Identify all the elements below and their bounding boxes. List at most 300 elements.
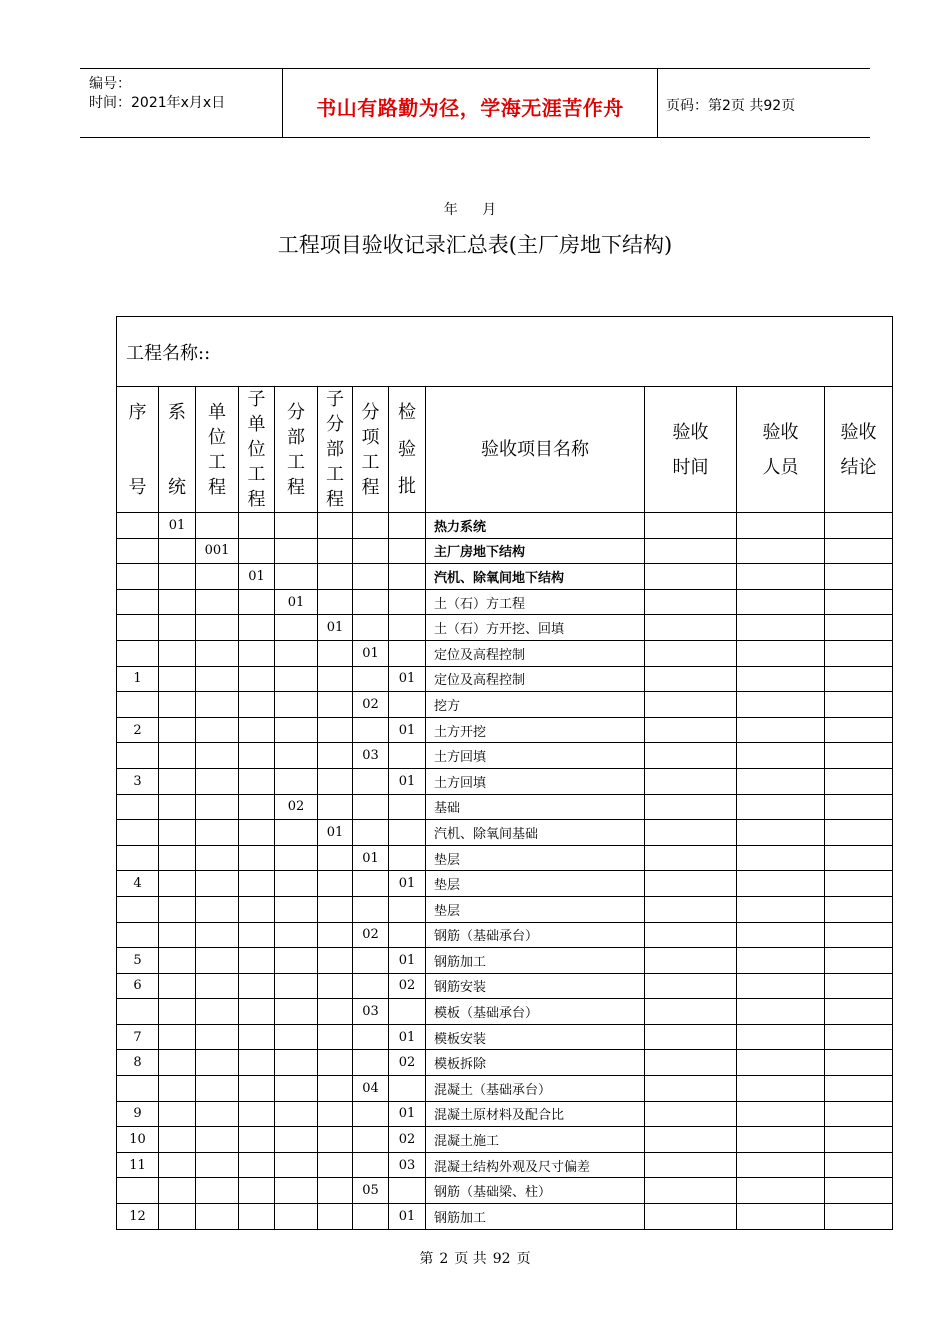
- motto-text: 书山有路勤为径，学海无涯苦作舟: [316, 96, 624, 120]
- cell-people: [737, 717, 825, 743]
- cell-time: [645, 1152, 737, 1178]
- header-page-cell: [657, 69, 870, 137]
- cell-item-name: 土（石）方开挖、回填: [426, 615, 645, 641]
- col-header-name: 验收项目名称: [426, 387, 645, 513]
- cell-people: [737, 1152, 825, 1178]
- cell-people: [737, 1127, 825, 1153]
- cell-time: [645, 743, 737, 769]
- footer-page: 2: [439, 1251, 449, 1267]
- cell-seq: [117, 513, 159, 539]
- cell-part: 02: [275, 794, 318, 820]
- cell-conclusion: [825, 1024, 893, 1050]
- footer-prefix: 第: [419, 1251, 434, 1267]
- cell-subpart: [318, 1076, 353, 1102]
- cell-batch: [389, 640, 426, 666]
- cell-unit: [196, 717, 239, 743]
- header-motto-cell: [282, 69, 658, 137]
- cell-time: [645, 1050, 737, 1076]
- cell-unit: [196, 743, 239, 769]
- table-row: [117, 692, 893, 718]
- cell-subunit: [239, 999, 275, 1025]
- cell-part: [275, 564, 318, 590]
- cell-unit: [196, 896, 239, 922]
- cell-item: [353, 948, 389, 974]
- cell-unit: [196, 871, 239, 897]
- acceptance-summary-table: [116, 316, 893, 1230]
- cell-item-name: 模板安装: [426, 1024, 645, 1050]
- cell-subunit: [239, 948, 275, 974]
- table-row: [117, 845, 893, 871]
- cell-item-name: 主厂房地下结构: [426, 538, 645, 564]
- cell-time: [645, 973, 737, 999]
- cell-part: [275, 640, 318, 666]
- cell-subpart: [318, 948, 353, 974]
- cell-item-name: 定位及高程控制: [426, 666, 645, 692]
- cell-unit: [196, 999, 239, 1025]
- cell-subpart: [318, 794, 353, 820]
- cell-time: [645, 1204, 737, 1230]
- cell-item: [353, 1152, 389, 1178]
- cell-subpart: [318, 999, 353, 1025]
- cell-item: [353, 768, 389, 794]
- cell-batch: 01: [389, 1024, 426, 1050]
- cell-unit: [196, 640, 239, 666]
- cell-part: [275, 768, 318, 794]
- cell-batch: 03: [389, 1152, 426, 1178]
- table-row: [117, 538, 893, 564]
- cell-batch: [389, 896, 426, 922]
- cell-item-name: 混凝土结构外观及尺寸偏差: [426, 1152, 645, 1178]
- table-row: [117, 1204, 893, 1230]
- cell-subunit: [239, 589, 275, 615]
- project-name-label: 工程名称::: [117, 317, 893, 387]
- cell-conclusion: [825, 513, 893, 539]
- table-row: [117, 1101, 893, 1127]
- cell-time: [645, 768, 737, 794]
- cell-system: [159, 743, 196, 769]
- cell-item-name: 热力系统: [426, 513, 645, 539]
- cell-subunit: [239, 896, 275, 922]
- cell-item: 04: [353, 1076, 389, 1102]
- cell-time: [645, 717, 737, 743]
- col-header-subunit: 子 单 位 工 程: [239, 387, 275, 513]
- cell-item-name: 土方回填: [426, 768, 645, 794]
- cell-system: [159, 589, 196, 615]
- cell-system: [159, 973, 196, 999]
- cell-batch: [389, 692, 426, 718]
- cell-unit: [196, 948, 239, 974]
- cell-seq: [117, 692, 159, 718]
- cell-batch: [389, 513, 426, 539]
- table-row: [117, 896, 893, 922]
- cell-item-name: 钢筋加工: [426, 948, 645, 974]
- cell-time: [645, 538, 737, 564]
- table-header-row: [117, 387, 893, 513]
- cell-item: [353, 1024, 389, 1050]
- document-number-label: 编号：: [89, 76, 131, 92]
- cell-item-name: 垫层: [426, 896, 645, 922]
- cell-item-name: 汽机、除氧间地下结构: [426, 564, 645, 590]
- cell-subunit: [239, 1152, 275, 1178]
- cell-item: [353, 1101, 389, 1127]
- cell-seq: [117, 794, 159, 820]
- cell-conclusion: [825, 1152, 893, 1178]
- cell-conclusion: [825, 640, 893, 666]
- col-header-batch: 检 验 批: [389, 387, 426, 513]
- page-title: 工程项目验收记录汇总表(主厂房地下结构): [277, 233, 673, 257]
- cell-seq: 3: [117, 768, 159, 794]
- cell-batch: [389, 922, 426, 948]
- cell-seq: [117, 564, 159, 590]
- cell-conclusion: [825, 564, 893, 590]
- cell-batch: 01: [389, 948, 426, 974]
- cell-system: [159, 948, 196, 974]
- cell-conclusion: [825, 820, 893, 846]
- col-header-time: 验收 时间: [645, 387, 737, 513]
- cell-batch: 02: [389, 1050, 426, 1076]
- cell-part: [275, 1152, 318, 1178]
- cell-system: [159, 999, 196, 1025]
- cell-time: [645, 845, 737, 871]
- cell-time: [645, 564, 737, 590]
- col-header-seq: 序 号: [117, 387, 159, 513]
- cell-subunit: [239, 845, 275, 871]
- cell-people: [737, 564, 825, 590]
- cell-unit: [196, 589, 239, 615]
- cell-system: [159, 1101, 196, 1127]
- cell-seq: [117, 1076, 159, 1102]
- cell-system: [159, 820, 196, 846]
- cell-subpart: [318, 717, 353, 743]
- cell-people: [737, 973, 825, 999]
- cell-people: [737, 513, 825, 539]
- cell-part: [275, 1127, 318, 1153]
- year-month-line: 年 月: [443, 202, 507, 218]
- cell-subunit: [239, 871, 275, 897]
- cell-subpart: [318, 692, 353, 718]
- cell-conclusion: [825, 845, 893, 871]
- cell-item: [353, 513, 389, 539]
- cell-people: [737, 743, 825, 769]
- cell-system: [159, 1152, 196, 1178]
- cell-subpart: [318, 1101, 353, 1127]
- cell-part: [275, 1178, 318, 1204]
- cell-subunit: [239, 1024, 275, 1050]
- cell-people: [737, 538, 825, 564]
- cell-item-name: 垫层: [426, 871, 645, 897]
- cell-seq: [117, 538, 159, 564]
- page-footer: [0, 1248, 950, 1268]
- cell-subunit: [239, 1204, 275, 1230]
- cell-item-name: 混凝土原材料及配合比: [426, 1101, 645, 1127]
- cell-conclusion: [825, 948, 893, 974]
- col-header-system: 系 统: [159, 387, 196, 513]
- cell-people: [737, 666, 825, 692]
- table-row: [117, 666, 893, 692]
- cell-subunit: [239, 666, 275, 692]
- cell-item: 01: [353, 640, 389, 666]
- table-row: [117, 1024, 893, 1050]
- cell-seq: 10: [117, 1127, 159, 1153]
- cell-conclusion: [825, 615, 893, 641]
- cell-people: [737, 1204, 825, 1230]
- cell-seq: [117, 640, 159, 666]
- table-row: [117, 820, 893, 846]
- cell-unit: [196, 1101, 239, 1127]
- cell-time: [645, 1127, 737, 1153]
- cell-item: [353, 973, 389, 999]
- cell-subpart: [318, 513, 353, 539]
- cell-time: [645, 948, 737, 974]
- cell-batch: [389, 845, 426, 871]
- cell-batch: 02: [389, 1127, 426, 1153]
- cell-item: [353, 538, 389, 564]
- cell-unit: [196, 692, 239, 718]
- cell-subpart: 01: [318, 615, 353, 641]
- cell-conclusion: [825, 1101, 893, 1127]
- table-row: [117, 794, 893, 820]
- cell-subpart: [318, 896, 353, 922]
- header-meta-cell: [80, 69, 282, 137]
- cell-item-name: 钢筋（基础承台）: [426, 922, 645, 948]
- table-row: [117, 948, 893, 974]
- cell-item: [353, 1204, 389, 1230]
- cell-subunit: [239, 1101, 275, 1127]
- cell-unit: [196, 1050, 239, 1076]
- cell-unit: 001: [196, 538, 239, 564]
- cell-people: [737, 640, 825, 666]
- cell-time: [645, 615, 737, 641]
- cell-unit: [196, 1127, 239, 1153]
- cell-seq: 6: [117, 973, 159, 999]
- cell-people: [737, 948, 825, 974]
- cell-part: [275, 717, 318, 743]
- cell-system: [159, 1178, 196, 1204]
- cell-item-name: 混凝土施工: [426, 1127, 645, 1153]
- cell-subunit: [239, 640, 275, 666]
- cell-subpart: [318, 640, 353, 666]
- cell-batch: [389, 589, 426, 615]
- cell-item: [353, 871, 389, 897]
- cell-item: [353, 820, 389, 846]
- cell-people: [737, 820, 825, 846]
- cell-subunit: [239, 768, 275, 794]
- col-header-subpart: 子 分 部 工 程: [318, 387, 353, 513]
- cell-conclusion: [825, 999, 893, 1025]
- cell-system: [159, 896, 196, 922]
- cell-item-name: 基础: [426, 794, 645, 820]
- cell-people: [737, 1076, 825, 1102]
- cell-part: [275, 1204, 318, 1230]
- cell-people: [737, 615, 825, 641]
- col-header-item: 分 项 工 程: [353, 387, 389, 513]
- cell-system: [159, 1076, 196, 1102]
- cell-part: [275, 922, 318, 948]
- cell-item-name: 土（石）方工程: [426, 589, 645, 615]
- cell-item-name: 定位及高程控制: [426, 640, 645, 666]
- cell-subunit: [239, 1076, 275, 1102]
- cell-time: [645, 1076, 737, 1102]
- col-header-people: 验收 人员: [737, 387, 825, 513]
- table-row: [117, 1050, 893, 1076]
- cell-item-name: 混凝土（基础承台）: [426, 1076, 645, 1102]
- cell-part: [275, 999, 318, 1025]
- cell-part: [275, 1024, 318, 1050]
- cell-subunit: [239, 922, 275, 948]
- cell-unit: [196, 1204, 239, 1230]
- cell-conclusion: [825, 1076, 893, 1102]
- cell-subunit: [239, 973, 275, 999]
- cell-subpart: [318, 973, 353, 999]
- cell-system: [159, 1024, 196, 1050]
- cell-item: [353, 666, 389, 692]
- cell-people: [737, 692, 825, 718]
- cell-item: 05: [353, 1178, 389, 1204]
- cell-time: [645, 666, 737, 692]
- cell-system: [159, 768, 196, 794]
- cell-system: [159, 794, 196, 820]
- cell-conclusion: [825, 1050, 893, 1076]
- cell-subpart: [318, 538, 353, 564]
- cell-conclusion: [825, 794, 893, 820]
- cell-conclusion: [825, 589, 893, 615]
- cell-subpart: 01: [318, 820, 353, 846]
- table-row: [117, 1178, 893, 1204]
- cell-people: [737, 1178, 825, 1204]
- cell-unit: [196, 1152, 239, 1178]
- cell-batch: 01: [389, 768, 426, 794]
- cell-batch: [389, 1076, 426, 1102]
- cell-seq: [117, 615, 159, 641]
- cell-item-name: 汽机、除氧间基础: [426, 820, 645, 846]
- table-row: [117, 743, 893, 769]
- cell-item-name: 钢筋（基础梁、柱）: [426, 1178, 645, 1204]
- cell-part: [275, 871, 318, 897]
- cell-subunit: [239, 538, 275, 564]
- cell-unit: [196, 1024, 239, 1050]
- cell-item: [353, 794, 389, 820]
- cell-seq: [117, 743, 159, 769]
- footer-total: 92: [492, 1251, 511, 1267]
- cell-subunit: [239, 820, 275, 846]
- cell-seq: [117, 1178, 159, 1204]
- cell-people: [737, 1050, 825, 1076]
- cell-subpart: [318, 743, 353, 769]
- cell-unit: [196, 922, 239, 948]
- cell-unit: [196, 1178, 239, 1204]
- cell-subunit: [239, 513, 275, 539]
- table-row: [117, 1076, 893, 1102]
- cell-people: [737, 896, 825, 922]
- cell-time: [645, 1024, 737, 1050]
- cell-conclusion: [825, 743, 893, 769]
- cell-part: [275, 666, 318, 692]
- cell-batch: 01: [389, 1101, 426, 1127]
- table-row: [117, 922, 893, 948]
- cell-system: [159, 538, 196, 564]
- cell-system: [159, 871, 196, 897]
- cell-people: [737, 845, 825, 871]
- cell-batch: [389, 1178, 426, 1204]
- cell-part: [275, 615, 318, 641]
- cell-item: [353, 589, 389, 615]
- cell-item: [353, 896, 389, 922]
- table-row: [117, 999, 893, 1025]
- cell-conclusion: [825, 922, 893, 948]
- cell-batch: [389, 999, 426, 1025]
- cell-item-name: 垫层: [426, 845, 645, 871]
- cell-people: [737, 1101, 825, 1127]
- cell-part: [275, 845, 318, 871]
- cell-subpart: [318, 768, 353, 794]
- cell-batch: 01: [389, 666, 426, 692]
- cell-system: [159, 692, 196, 718]
- cell-system: 01: [159, 513, 196, 539]
- page-header: [80, 68, 870, 138]
- cell-subpart: [318, 564, 353, 590]
- table-row: [117, 513, 893, 539]
- cell-item-name: 钢筋安装: [426, 973, 645, 999]
- cell-batch: [389, 794, 426, 820]
- cell-subpart: [318, 1127, 353, 1153]
- cell-time: [645, 513, 737, 539]
- cell-system: [159, 615, 196, 641]
- cell-subunit: [239, 692, 275, 718]
- cell-subunit: [239, 717, 275, 743]
- cell-unit: [196, 794, 239, 820]
- cell-time: [645, 896, 737, 922]
- cell-part: 01: [275, 589, 318, 615]
- cell-seq: 4: [117, 871, 159, 897]
- cell-unit: [196, 564, 239, 590]
- cell-people: [737, 922, 825, 948]
- table-row: [117, 768, 893, 794]
- table-row: [117, 717, 893, 743]
- cell-conclusion: [825, 538, 893, 564]
- table-row: [117, 871, 893, 897]
- cell-subpart: [318, 589, 353, 615]
- cell-subunit: [239, 1127, 275, 1153]
- cell-seq: [117, 896, 159, 922]
- cell-batch: [389, 820, 426, 846]
- cell-conclusion: [825, 973, 893, 999]
- cell-unit: [196, 666, 239, 692]
- cell-unit: [196, 845, 239, 871]
- cell-people: [737, 794, 825, 820]
- table-row: [117, 589, 893, 615]
- cell-seq: 11: [117, 1152, 159, 1178]
- cell-seq: 8: [117, 1050, 159, 1076]
- cell-part: [275, 896, 318, 922]
- cell-conclusion: [825, 1127, 893, 1153]
- cell-system: [159, 845, 196, 871]
- cell-item: 01: [353, 845, 389, 871]
- cell-subunit: [239, 1178, 275, 1204]
- cell-item-name: 模板拆除: [426, 1050, 645, 1076]
- cell-item: 03: [353, 999, 389, 1025]
- cell-system: [159, 1127, 196, 1153]
- cell-seq: 7: [117, 1024, 159, 1050]
- cell-conclusion: [825, 692, 893, 718]
- cell-item: 02: [353, 692, 389, 718]
- cell-part: [275, 948, 318, 974]
- cell-people: [737, 999, 825, 1025]
- cell-seq: 2: [117, 717, 159, 743]
- cell-system: [159, 666, 196, 692]
- cell-people: [737, 1024, 825, 1050]
- cell-time: [645, 871, 737, 897]
- cell-part: [275, 1076, 318, 1102]
